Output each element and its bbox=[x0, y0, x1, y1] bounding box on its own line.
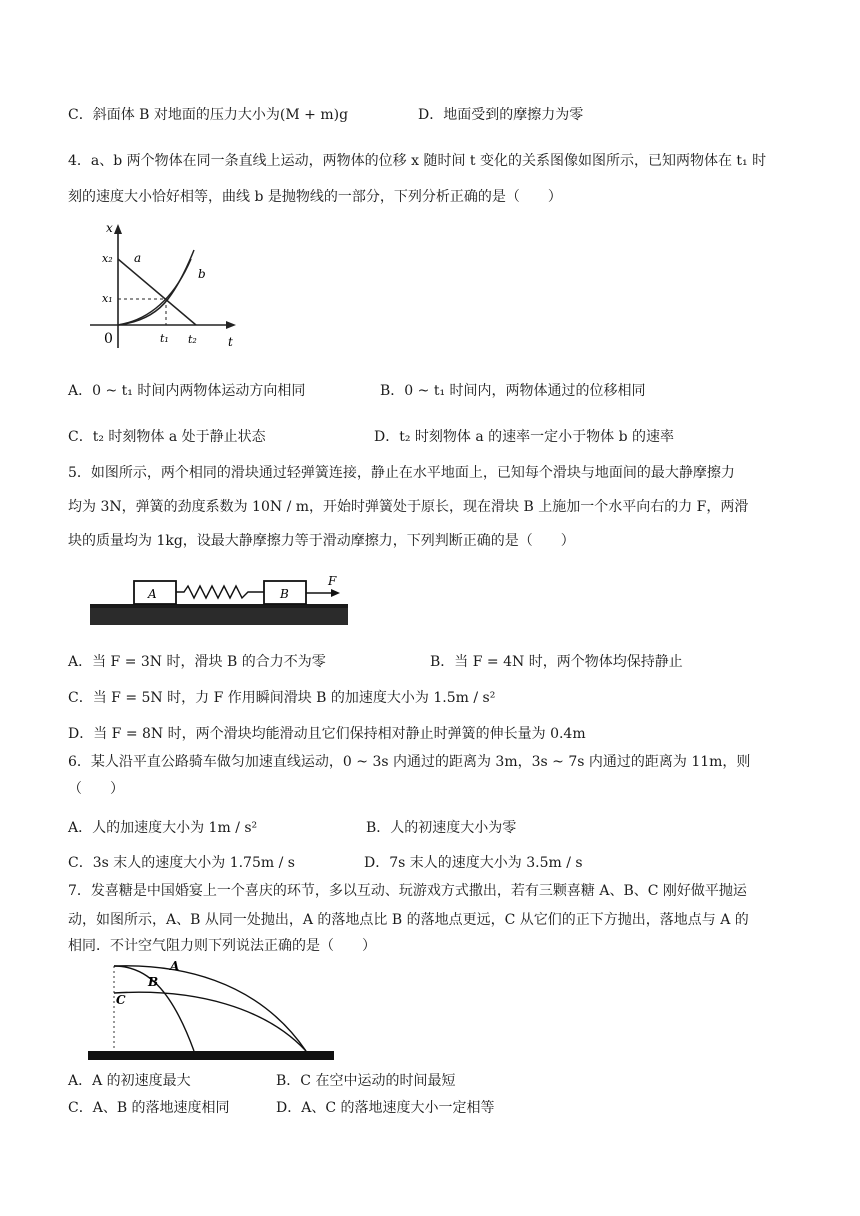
q4-label-a: a bbox=[134, 251, 142, 265]
q4-xt-graph bbox=[88, 222, 238, 352]
q7-label-b: B bbox=[148, 975, 159, 989]
q3-option-d: D．地面受到的摩擦力为零 bbox=[418, 107, 584, 123]
q4-label-t2: t₂ bbox=[188, 333, 197, 346]
q6-option-d: D．7s 末人的速度大小为 3.5m / s bbox=[364, 855, 583, 871]
q4-label-x1: x₁ bbox=[102, 292, 113, 305]
q4-stem-line2: 刻的速度大小恰好相等，曲线 b 是抛物线的一部分，下列分析正确的是（ ） bbox=[68, 189, 562, 205]
q4-label-b: b bbox=[198, 267, 206, 281]
q4-option-d: D．t₂ 时刻物体 a 的速率一定小于物体 b 的速率 bbox=[374, 429, 675, 445]
q7-stem-line3: 相同．不计空气阻力则下列说法正确的是（ ） bbox=[68, 938, 376, 954]
q5-stem-line1: 5．如图所示，两个相同的滑块通过轻弹簧连接，静止在水平地面上，已知每个滑块与地面间的最大静摩擦力 bbox=[68, 465, 735, 481]
q6-option-c: C．3s 末人的速度大小为 1.75m / s bbox=[68, 855, 295, 871]
q5-option-c: C．当 F = 5N 时，力 F 作用瞬间滑块 B 的加速度大小为 1.5m / s² bbox=[68, 690, 496, 706]
q3-option-c: C．斜面体 B 对地面的压力大小为(M + m)g bbox=[68, 107, 349, 123]
q4-option-b: B．0 ~ t₁ 时间内，两物体通过的位移相同 bbox=[380, 383, 646, 399]
q4-label-x: x bbox=[106, 222, 113, 235]
q7-option-a: A．A 的初速度最大 bbox=[68, 1073, 191, 1089]
q7-stem-line1: 7．发喜糖是中国婚宴上一个喜庆的环节，多以互动、玩游戏方式撒出，若有三颗喜糖 A、B、C 刚好做平抛运 bbox=[68, 883, 747, 899]
q5-stem-line3: 块的质量均为 1kg，设最大静摩擦力等于滑动摩擦力，下列判断正确的是（ ） bbox=[68, 533, 575, 549]
q5-label-b: B bbox=[280, 587, 289, 601]
q6-stem-line1: 6．某人沿平直公路骑车做匀加速直线运动，0 ~ 3s 内通过的距离为 3m，3s ~ 7s 内通过的距离为 11m，则 bbox=[68, 754, 751, 770]
q5-label-f: F bbox=[328, 575, 337, 588]
q7-label-c: C bbox=[116, 993, 126, 1007]
q5-spring-blocks-figure bbox=[88, 575, 350, 630]
q5-option-b: B．当 F = 4N 时，两个物体均保持静止 bbox=[430, 654, 683, 670]
q4-label-t1: t₁ bbox=[160, 332, 169, 345]
q6-stem-line2: （ ） bbox=[68, 781, 124, 797]
q7-label-a: A bbox=[170, 959, 180, 973]
q4-label-t: t bbox=[228, 335, 233, 349]
q6-option-a: A．人的加速度大小为 1m / s² bbox=[68, 820, 258, 836]
q6-option-b: B．人的初速度大小为零 bbox=[366, 820, 517, 836]
q4-label-x2: x₂ bbox=[102, 252, 113, 265]
q7-option-d: D．A、C 的落地速度大小一定相等 bbox=[276, 1100, 495, 1116]
q4-stem-line1: 4．a、b 两个物体在同一条直线上运动，两物体的位移 x 随时间 t 变化的关系图像如图所示，已知两物体在 t₁ 时 bbox=[68, 153, 767, 169]
q5-option-d: D．当 F = 8N 时，两个滑块均能滑动且它们保持相对静止时弹簧的伸长量为 0.4m bbox=[68, 726, 586, 742]
q7-option-b: B．C 在空中运动的时间最短 bbox=[276, 1073, 456, 1089]
q5-option-a: A．当 F = 3N 时，滑块 B 的合力不为零 bbox=[68, 654, 326, 670]
q4-option-a: A．0 ~ t₁ 时间内两物体运动方向相同 bbox=[68, 383, 306, 399]
q4-label-origin: 0 bbox=[104, 331, 113, 347]
q4-option-c: C．t₂ 时刻物体 a 处于静止状态 bbox=[68, 429, 266, 445]
q7-option-c: C．A、B 的落地速度相同 bbox=[68, 1100, 230, 1116]
q5-label-a: A bbox=[148, 587, 157, 601]
q7-projectile-figure bbox=[86, 958, 336, 1062]
q5-stem-line2: 均为 3N，弹簧的劲度系数为 10N / m，开始时弹簧处于原长，现在滑块 B 上施加一个水平向右的力 F，两滑 bbox=[68, 499, 749, 515]
q7-stem-line2: 动，如图所示，A、B 从同一处抛出，A 的落地点比 B 的落地点更远，C 从它们的正下方抛出，落地点与 A 的 bbox=[68, 912, 749, 928]
